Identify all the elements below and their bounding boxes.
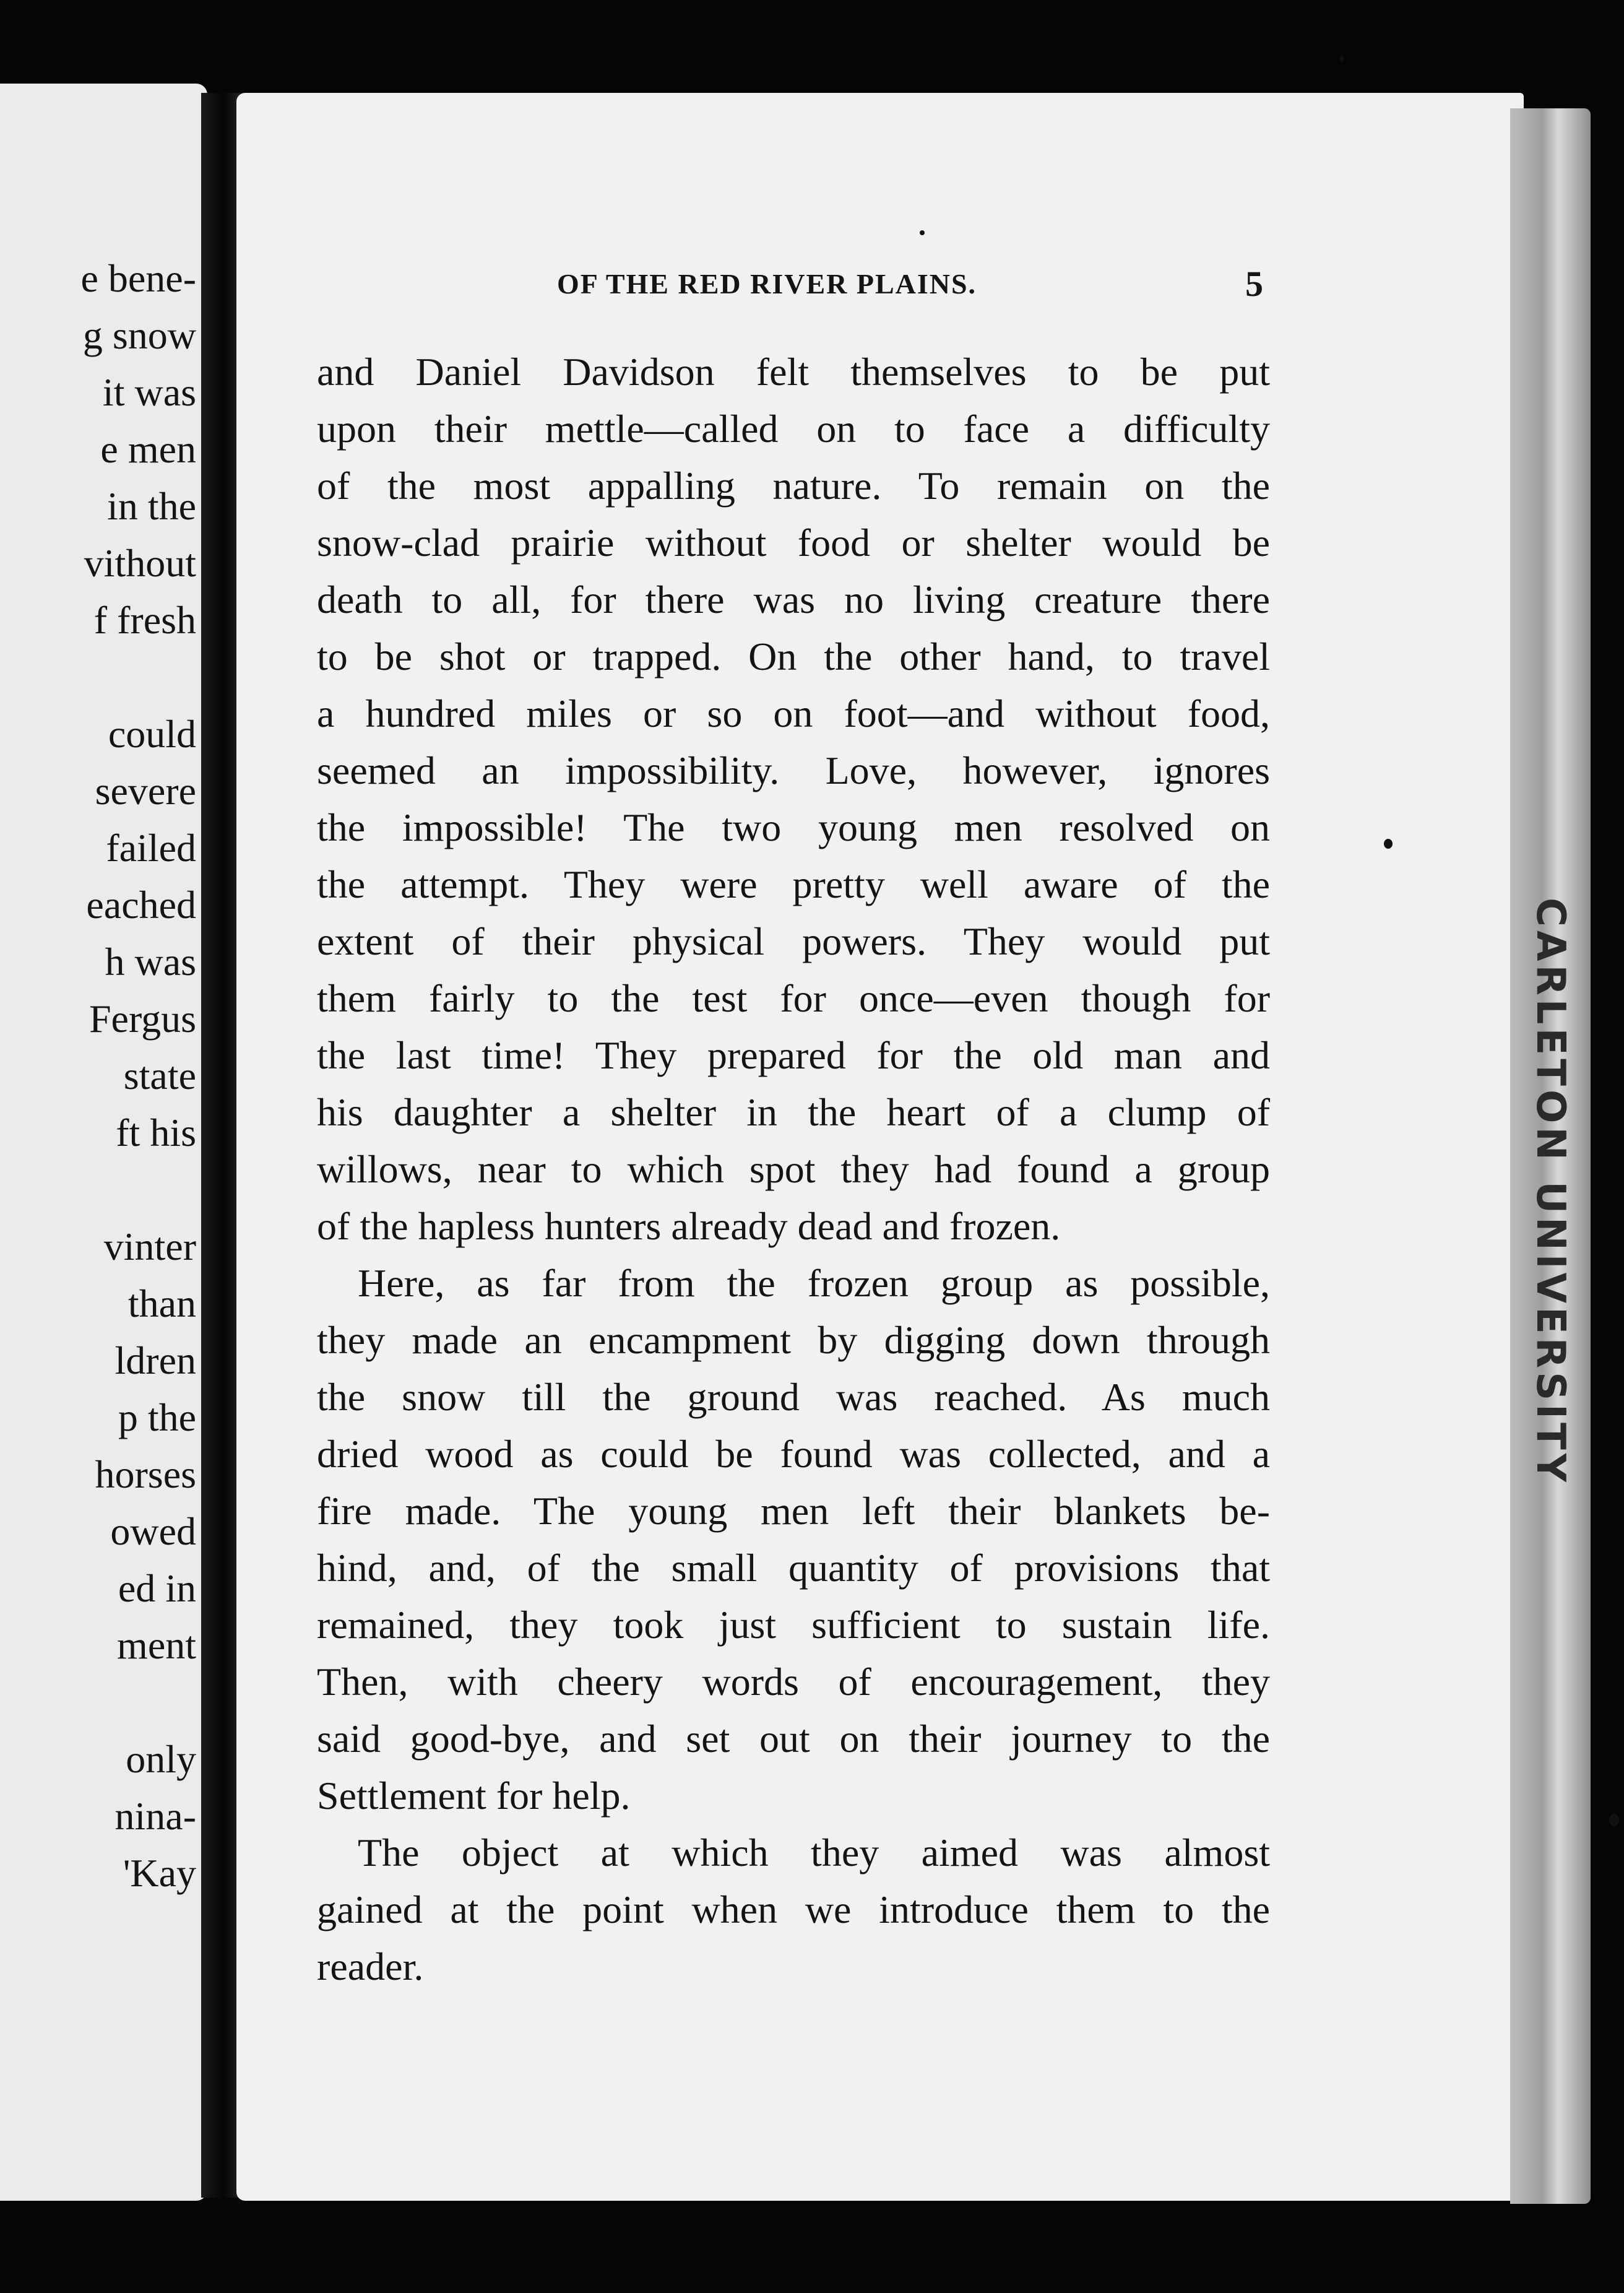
left-page-line: horses <box>95 1452 196 1496</box>
text-line: his daughter a shelter in the heart of a clump of <box>317 1090 1270 1134</box>
left-page-line: could <box>108 712 196 756</box>
page-number: 5 <box>1245 264 1263 304</box>
book-gutter <box>201 93 241 2198</box>
text-line: upon their mettle—called on to face a difficulty <box>317 407 1270 451</box>
left-page-line: g snow <box>82 313 196 357</box>
text-line: snow-clad prairie without food or shelter would be <box>317 521 1270 565</box>
text-line: a hundred miles or so on foot—and without food, <box>317 691 1270 735</box>
left-page-line: in the <box>107 484 196 528</box>
left-page-line: vithout <box>84 541 196 585</box>
left-page-line: e bene- <box>80 256 196 300</box>
text-line: the impossible! The two young men resolved on <box>317 805 1270 849</box>
left-page-line: severe <box>95 769 196 813</box>
text-line: the last time! They prepared for the old man and <box>317 1033 1270 1077</box>
library-stamp <box>1529 712 1572 1671</box>
left-page-line: vinter <box>103 1225 196 1268</box>
text-line: and Daniel Davidson felt themselves to be put <box>317 350 1270 394</box>
left-page-line: ed in <box>118 1566 196 1610</box>
text-line: the snow till the ground was reached. As much <box>317 1375 1270 1419</box>
left-page-line: ldren <box>114 1338 196 1382</box>
paragraph-1 <box>317 344 1270 1255</box>
left-page-line: it was <box>102 370 196 414</box>
text-line: seemed an impossibility. Love, however, ignores <box>317 748 1270 792</box>
body-text <box>317 344 1270 1995</box>
text-line: remained, they took just sufficient to sustain life. <box>317 1603 1270 1647</box>
left-page-line: ft his <box>116 1111 196 1155</box>
left-page-line: Fergus <box>89 997 196 1041</box>
left-page-line: failed <box>106 826 196 870</box>
left-page-line: than <box>127 1281 196 1325</box>
text-line: Here, as far from the frozen group as possible, <box>358 1261 1270 1305</box>
left-page-line: 'Kay <box>123 1851 196 1895</box>
print-speck <box>1384 839 1393 849</box>
text-line: them fairly to the test for once—even though for <box>317 976 1270 1020</box>
paragraph-3 <box>317 1824 1270 1995</box>
left-page-line: f fresh <box>93 598 196 642</box>
text-line: gained at the point when we introduce them to the <box>317 1888 1270 1931</box>
text-line: Then, with cheery words of encouragement, they <box>317 1660 1270 1704</box>
left-page-line: state <box>123 1054 196 1098</box>
running-head: OF THE RED RIVER PLAINS. <box>557 268 977 300</box>
left-page-fragment <box>0 84 207 2201</box>
left-page-line: only <box>126 1737 196 1781</box>
text-line: of the hapless hunters already dead and frozen. <box>317 1204 1061 1248</box>
left-page-line: nina- <box>114 1794 196 1838</box>
text-line: they made an encampment by digging down through <box>317 1318 1270 1362</box>
paragraph-2 <box>317 1255 1270 1824</box>
left-page-line: owed <box>110 1509 196 1553</box>
text-line: of the most appalling nature. To remain on the <box>317 464 1270 508</box>
text-line: death to all, for there was no living creature there <box>317 578 1270 622</box>
left-page-line: e men <box>100 427 196 471</box>
text-line: Settlement for help. <box>317 1774 631 1818</box>
text-line: fire made. The young men left their blankets be- <box>317 1489 1270 1533</box>
text-line: to be shot or trapped. On the other hand, to travel <box>317 635 1270 678</box>
print-speck <box>1340 56 1344 62</box>
text-line: dried wood as could be found was collected, and a <box>317 1432 1270 1476</box>
left-page-line: p the <box>118 1395 196 1439</box>
text-line: said good-bye, and set out on their journey to the <box>317 1717 1270 1761</box>
library-stamp-label: CARLETON UNIVERSITY <box>1527 898 1573 1486</box>
left-page-line: h was <box>105 940 196 984</box>
text-line: hind, and, of the small quantity of provisions that <box>317 1546 1270 1590</box>
left-page-line: eached <box>86 883 196 927</box>
text-line: extent of their physical powers. They would put <box>317 919 1270 963</box>
text-line: willows, near to which spot they had found a group <box>317 1147 1270 1191</box>
text-line: reader. <box>317 1944 424 1988</box>
text-line: the attempt. They were pretty well aware of the <box>317 862 1270 906</box>
left-page-line: ment <box>117 1623 196 1667</box>
text-line: The object at which they aimed was almost <box>358 1831 1270 1875</box>
print-speck <box>1609 1814 1619 1826</box>
print-speck <box>920 230 925 235</box>
